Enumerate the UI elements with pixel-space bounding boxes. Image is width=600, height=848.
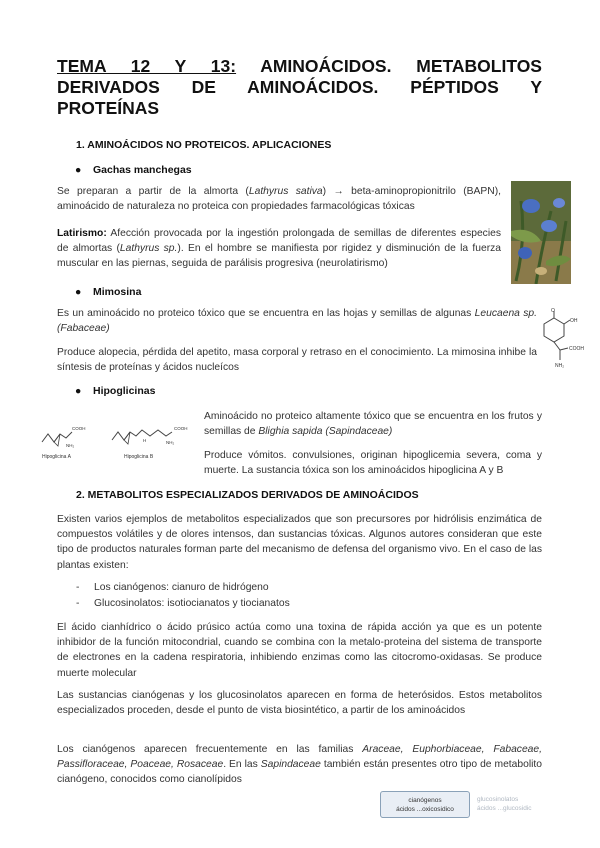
gachas-paragraph-2: Latirismo: Afección provocada por la ingestión prolongada de semillas de diferentes especies de almortas (Lathyrus sp.). En el hombre se manifiesta por rigidez y disminución de la fuerza muscular en las piernas, seguida de parálisis progresiva (neurolatirismo) xyxy=(57,228,502,270)
list-item: - Los cianógenos: cianuro de hidrógeno xyxy=(76,582,269,593)
bullet-hipoglicinas: ● Hipoglicinas xyxy=(75,385,156,397)
mimosine-o-label: O xyxy=(551,308,555,314)
hipoglicinas-paragraph-2: Produce vómitos. convulsiones, originan hipoglicemia severa, coma y muerte. La sustancia tóxica son los aminoácidos hipoglicina A y B xyxy=(204,450,542,477)
stamp-line-2: ácidos ...oxicosidico xyxy=(396,806,454,813)
hypoglycin-b-cooh: COOH xyxy=(174,426,188,431)
section-2-heading: 2. METABOLITOS ESPECIALIZADOS DERIVADOS DE AMINOÁCIDOS xyxy=(76,489,419,501)
title-line-1 xyxy=(57,56,542,77)
hypoglycin-structures xyxy=(40,420,200,462)
hypoglycin-a-nh2: NH₂ xyxy=(66,443,75,448)
list-item: - Glucosinolatos: isotiocianatos y tiocianatos xyxy=(76,598,290,609)
section-2-paragraph-3: Las sustancias cianógenas y los glucosinolatos aparecen en forma de heterósidos. Estos metabolitos especializados proceden, desde el punto de vista biosintético, a partir de los aminoácidos xyxy=(57,690,542,717)
title-line-1-rest: AMINOÁCIDOS. METABOLITOS xyxy=(236,56,542,76)
faded-line-1: glucosinolatos xyxy=(477,796,519,803)
mimosine-structure xyxy=(540,308,598,378)
hypoglycin-b-nh2: NH₂ xyxy=(166,440,175,445)
stamp-line-1: cianógenos xyxy=(408,797,442,804)
footer-stamp xyxy=(380,791,470,818)
gachas-paragraph-1: Se preparan a partir de la almorta (Lathyrus sativa) → beta-aminopropionitrilo (BAPN), aminoácido de naturaleza no proteica con propiedades farmacológicas tóxicas xyxy=(57,186,501,213)
title-line-2: DERIVADOS DE AMINOÁCIDOS. PÉPTIDOS Y xyxy=(57,77,542,97)
hypoglycin-a-cooh: COOH xyxy=(72,426,86,431)
section-2-paragraph-4: Los cianógenos aparecen frecuentemente en las familias Araceae, Euphorbiaceae, Fabaceae, Passifloraceae, Poaceae, Rosaceae. En las Sapindaceae también están presentes otro tipo de metabolito cianógeno, conocidos como cianolípidos xyxy=(57,744,543,786)
bullet-mimosina-label: Mimosina xyxy=(93,286,142,298)
mimosine-nh2-label: NH₂ xyxy=(555,363,565,369)
section-2-paragraph-2: El ácido cianhídrico o ácido prúsico actúa como una toxina de rápida acción ya que es un potente inhibidor de la función mitocondrial, cuando se combina con la metalo-proteina del sistema de transporte de electrones en la cadena respiratoria, inhibiendo enzimas como las citocromo-oxidasas. Se produce muerte molecular xyxy=(57,622,542,679)
hipoglicina-a-caption: Hipoglicina A xyxy=(42,454,71,460)
hipoglicina-b-caption: Hipoglicina B xyxy=(124,454,154,460)
section-2-list xyxy=(76,580,516,612)
title-line-3: PROTEÍNAS xyxy=(57,98,160,118)
bullet-hipoglicinas-label: Hipoglicinas xyxy=(93,385,156,397)
section-1-heading: 1. AMINOÁCIDOS NO PROTEICOS. APLICACIONES xyxy=(76,139,332,151)
page-title xyxy=(57,56,542,119)
hypoglycin-a-structure xyxy=(42,426,86,460)
lathyrus-photo xyxy=(511,181,571,284)
mimosine-cooh-label: COOH xyxy=(569,346,584,352)
mimosina-paragraph-2: Produce alopecia, pérdida del apetito, masa corporal y retraso en el conocimiento. La mimosina inhibe la síntesis de proteínas y ácidos nucleícos xyxy=(57,347,537,374)
mimosine-oh-label: OH xyxy=(570,318,578,324)
title-topic-number: TEMA 12 Y 13: xyxy=(57,56,237,76)
mimosina-paragraph-1: Es un aminoácido no proteico tóxico que se encuentra en las hojas y semillas de algunas Leucaena sp. (Fabaceae) xyxy=(57,308,537,335)
hipoglicinas-paragraph-1: Aminoácido no proteico altamente tóxico que se encuentra en los frutos y semillas de Blighia sapida (Sapindaceae) xyxy=(204,411,542,438)
footer-faded-text xyxy=(477,795,532,813)
bullet-gachas-label: Gachas manchegas xyxy=(93,164,192,176)
bullet-mimosina: ● Mimosina xyxy=(75,286,142,298)
faded-line-2: ácidos ...glucosidic xyxy=(477,805,532,812)
hypoglycin-b-h: H xyxy=(143,438,147,443)
section-2-paragraph-1: Existen varios ejemplos de metabolitos especializados que son precursores por hidrólisis enzimática de compuestos volátiles y de olores intensos, dan sustancias tóxicas. Algunos autores consideran que este tipo de productos naturales forman parte del mecanismo de defensa del organismo vivo. En el caso de las plantas existen: xyxy=(57,514,542,571)
bullet-gachas: ● Gachas manchegas xyxy=(75,164,192,176)
hypoglycin-b-structure xyxy=(112,426,188,460)
